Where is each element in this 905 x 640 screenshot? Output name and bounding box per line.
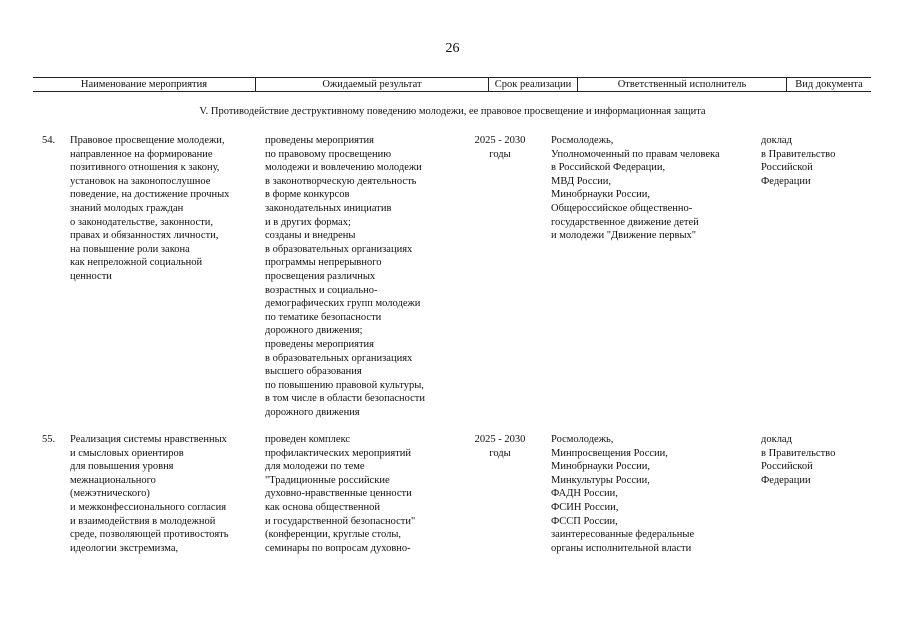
table-row <box>0 433 905 558</box>
row-number: 54. <box>42 135 56 146</box>
row-event-name: Реализация системы нравственных и смысловых ориентиров для повышения уровня межнационального (межэтнического) и межконфессионального согласия и взаимодействия в молодежной среде, позволяющей противостоять идеологии экстремизма, <box>70 434 229 554</box>
page-number: 26 <box>445 41 460 56</box>
header-document-type: Вид документа <box>795 79 863 90</box>
row-document-type: доклад в Правительство Российской Федерации <box>761 434 836 486</box>
row-expected-result: проведен комплекс профилактических мероприятий для молодежи по теме "Традиционные российские духовно-нравственные ценности как основа общественной и государственной безопасности" (конференции, круглые столы, семинары по вопросам духовно- <box>265 434 416 554</box>
row-executor: Росмолодежь, Минпросвещения России, Минобрнауки России, Минкультуры России, ФАДН России, ФСИН России, ФССП России, заинтересованные федеральные органы исполнительной власти <box>551 434 695 554</box>
row-document-type: доклад в Правительство Российской Федерации <box>761 135 836 187</box>
row-term: 2025 - 2030 годы <box>474 434 526 459</box>
table-row <box>0 134 905 419</box>
row-expected-result: проведены мероприятия по правовому просвещению молодежи и вовлечению молодежи в законотворческую деятельность в форме конкурсов законодательных инициатив и в других формах; созданы и внедрены в образовательных организациях программы непрерывного просвещения различных возрастных и социально- демографических групп молодежи по тематике безопасности дорожного движения; проведены мероприятия в образовательных организациях высшего образования по повышению правовой культуры, в том числе в области безопасности дорожного движения <box>265 135 426 418</box>
row-executor: Росмолодежь, Уполномоченный по правам человека в Российской Федерации, МВД России, Минобрнауки России, Общероссийское общественно- государственное движение детей и молодежи "Движение первых" <box>551 135 720 242</box>
row-number: 55. <box>42 434 56 445</box>
header-expected-result: Ожидаемый результат <box>256 78 489 91</box>
row-term: 2025 - 2030 годы <box>474 135 526 160</box>
header-term: Срок реализации <box>489 78 578 91</box>
section-title: V. Противодействие деструктивному поведению молодежи, ее правовое просвещение и информационная защита <box>199 106 706 117</box>
header-event-name: Наименование мероприятия <box>33 78 256 91</box>
row-event-name: Правовое просвещение молодежи, направленное на формирование позитивного отношения к закону, установок на законопослушное поведение, на достижение прочных знаний молодых граждан о законодательстве, законности, правах и обязанностях личности, на повышение роли закона как непреложной социальной ценности <box>70 135 230 282</box>
header-executor: Ответственный исполнитель <box>578 78 787 91</box>
table-header <box>33 77 871 92</box>
